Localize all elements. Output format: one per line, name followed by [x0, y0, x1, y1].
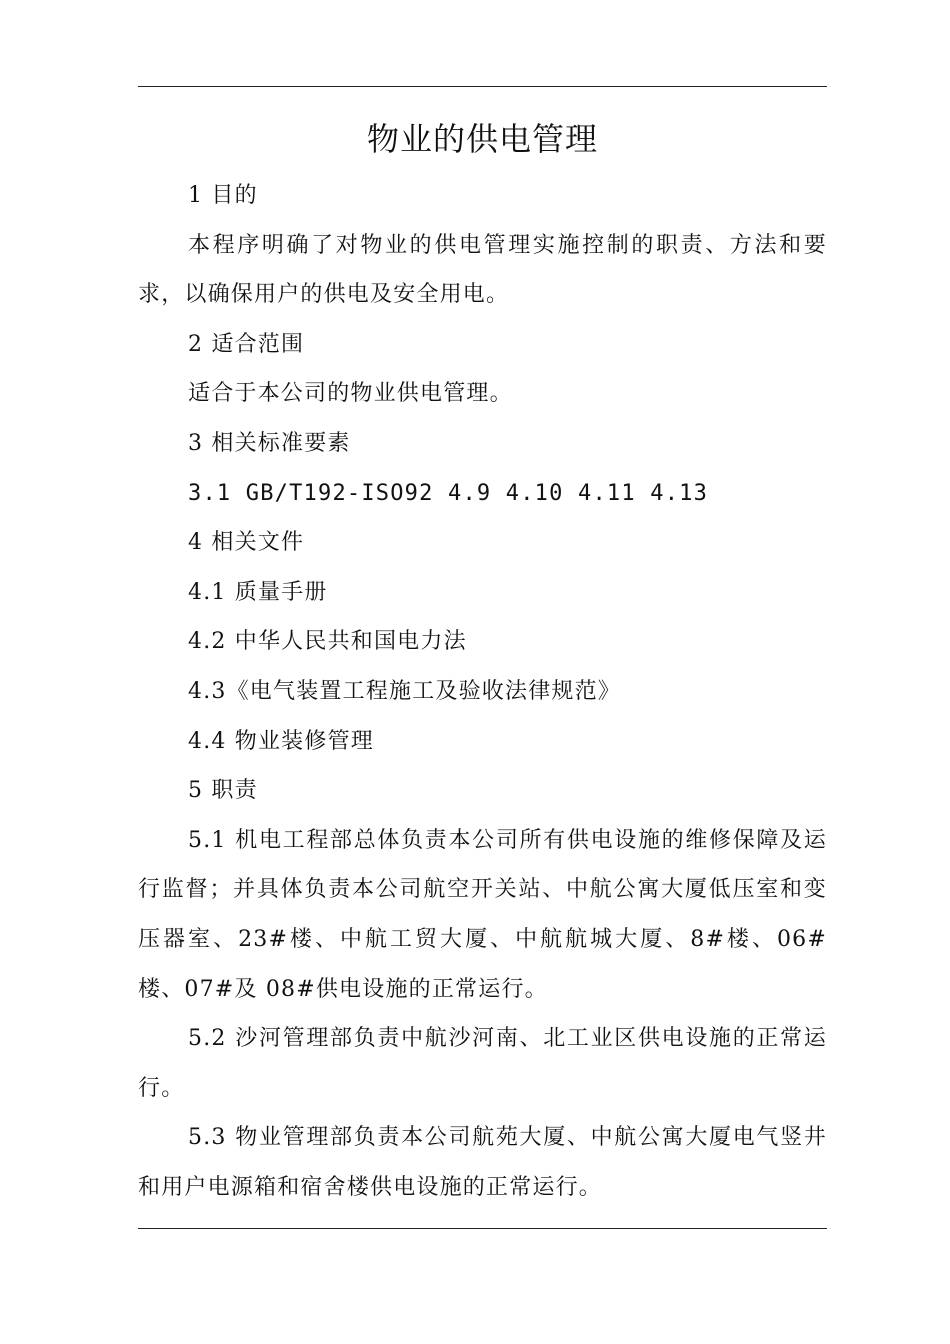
paragraph-standard-3-1: 3.1 GB/T192-ISO92 4.9 4.10 4.11 4.13 — [188, 480, 709, 506]
paragraph-document-4-4: 4.4 物业装修管理 — [188, 728, 374, 754]
document-body — [138, 112, 827, 1212]
section-heading-documents: 4 相关文件 — [188, 530, 305, 556]
paragraph-responsibility-5-2: 5.2 沙河管理部负责中航沙河南、北工业区供电设施的正常运行。 — [138, 1026, 827, 1101]
section-heading-responsibilities: 5 职责 — [188, 778, 258, 804]
footer-rule — [138, 1228, 827, 1229]
section-heading-purpose: 1 目的 — [188, 183, 258, 208]
section-heading-standards: 3 相关标准要素 — [188, 430, 351, 456]
paragraph-document-4-2: 4.2 中华人民共和国电力法 — [188, 629, 467, 655]
paragraph-responsibility-5-1: 5.1 机电工程部总体负责本公司所有供电设施的维修保障及运行监督；并具体负责本公司航空开关站、中航公寓大厦低压室和变压器室、23#楼、中航工贸大厦、中航航城大厦、8#楼、06#楼、07#及 08#供电设施的正常运行。 — [138, 827, 827, 1002]
paragraph-scope: 适合于本公司的物业供电管理。 — [188, 381, 513, 407]
paragraph-document-4-3: 4.3《电气装置工程施工及验收法律规范》 — [188, 678, 621, 704]
document-title: 物业的供电管理 — [366, 120, 598, 158]
paragraph-responsibility-5-3: 5.3 物业管理部负责本公司航苑大厦、中航公寓大厦电气竖井和用户电源箱和宿舍楼供电设施的正常运行。 — [138, 1125, 827, 1200]
header-rule — [138, 86, 827, 87]
section-heading-scope: 2 适合范围 — [188, 331, 305, 357]
paragraph-document-4-1: 4.1 质量手册 — [188, 579, 328, 605]
paragraph-purpose: 本程序明确了对物业的供电管理实施控制的职责、方法和要求，以确保用户的供电及安全用电。 — [138, 232, 827, 308]
